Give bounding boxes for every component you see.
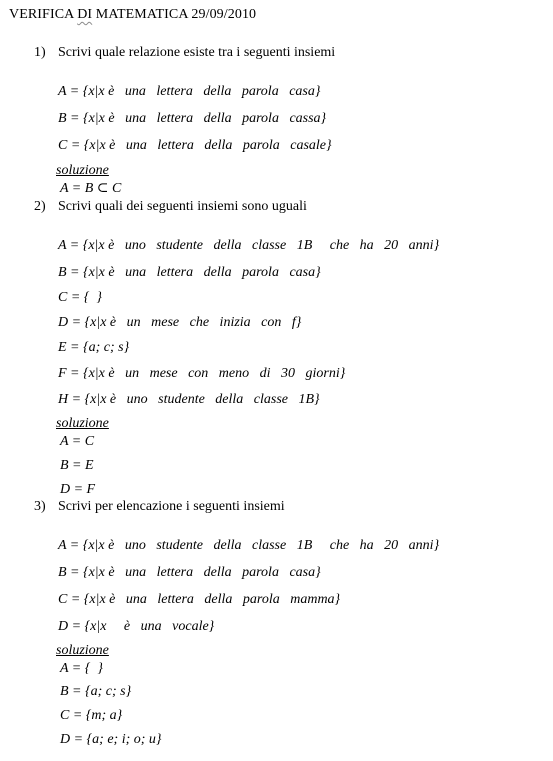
set-line: C = {x|x è una lettera della parola mamma} [58,592,341,607]
set-line: D = {x|x è una vocale} [58,619,215,634]
solution-line: B = E [60,458,94,473]
document-title [9,7,256,23]
set-line: F = {x|x è un mese con meno di 30 giorni} [58,366,346,381]
solution-line: A = { } [60,661,103,676]
solution-line: D = F [60,482,96,497]
title-text-rest: MATEMATICA 29/09/2010 [92,7,257,22]
set-line: C = { } [58,290,102,305]
title-text: VERIFICA [9,7,78,22]
question-text: Scrivi quale relazione esiste tra i seguenti insiemi [58,45,336,60]
question-2 [34,199,307,215]
set-line: B = {x|x è una lettera della parola casa} [58,265,321,280]
set-line: C = {x|x è una lettera della parola casale} [58,138,332,153]
set-line: B = {x|x è una lettera della parola casa} [58,565,321,580]
solution-label: soluzione [56,416,109,431]
question-number: 2) [34,199,46,214]
solution-line: A = C [60,434,95,449]
set-line: A = {x|x è una lettera della parola casa} [58,84,321,99]
set-line: D = {x|x è un mese che inizia con f} [58,315,302,330]
question-number: 1) [34,45,46,60]
set-line: H = {x|x è uno studente della classe 1B} [58,392,320,407]
question-number: 3) [34,499,46,514]
solution-line: B = {a; c; s} [60,684,132,699]
question-1 [34,45,335,61]
title-spellcheck-word: DI [77,7,93,22]
set-line: A = {x|x è uno studente della classe 1B che ha 20 anni} [58,538,440,553]
set-line: A = {x|x è uno studente della classe 1B che ha 20 anni} [58,238,440,253]
solution-line: D = {a; e; i; o; u} [60,732,162,747]
question-3 [34,499,285,515]
solution-label: soluzione [56,643,109,658]
solution-line: A = B ⊂ C [60,181,122,196]
set-line: B = {x|x è una lettera della parola cassa} [58,111,327,126]
solution-label: soluzione [56,163,109,178]
set-line: E = {a; c; s} [58,340,130,355]
solution-line: C = {m; a} [60,708,123,723]
question-text: Scrivi per elencazione i seguenti insiemi [58,499,285,514]
question-text: Scrivi quali dei seguenti insiemi sono uguali [58,199,307,214]
